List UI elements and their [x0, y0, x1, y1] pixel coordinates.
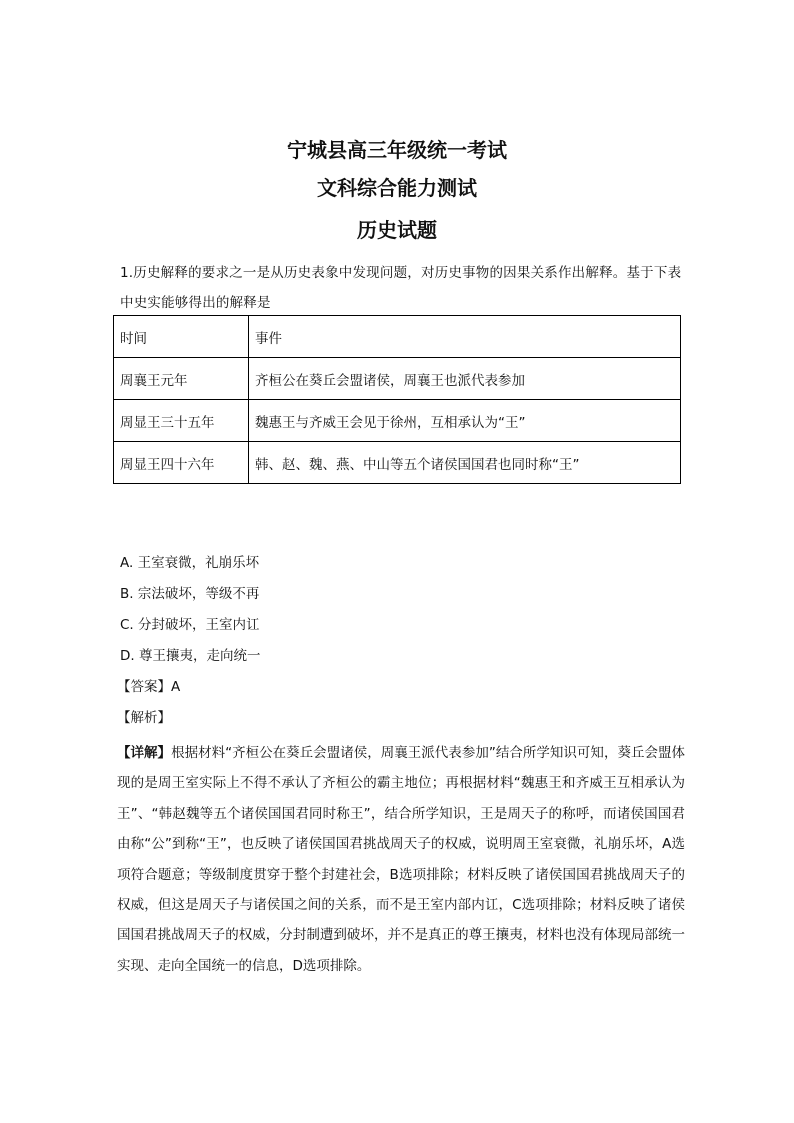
- events-table: [113, 315, 681, 484]
- analysis-label: 【解析】: [117, 710, 171, 726]
- answer-line: [117, 677, 180, 697]
- option-a: A. 王室衰微，礼崩乐坏: [120, 555, 260, 571]
- detail-text: 根据材料“齐桓公在葵丘会盟诸侯，周襄王派代表参加”结合所学知识可知，葵丘会盟体现的是周王室实际上不得不承认了齐桓公的霸主地位；再根据材料“魏惠王和齐威王互相承认为王”、“韩赵魏等五个诸侯国国君同时称王”，结合所学知识，王是周天子的称呼，而诸侯国国君由称“公”到称“王”，也反映了诸侯国国君挑战周天子的权威，说明周王室衰微，礼崩乐坏，A选项符合题意；等级制度贯穿于整个封建社会，B选项排除；材料反映了诸侯国国君挑战周天子的权威，但这是周天子与诸侯国之间的关系，而不是王室内部内讧，C选项排除；材料反映了诸侯国国君挑战周天子的权威，分封制遭到破坏，并不是真正的尊王攘夷，材料也没有体现局部统一实现、走向全国统一的信息，D选项排除。: [117, 745, 686, 974]
- table-header-cell: 时间: [114, 316, 249, 358]
- table-header-row: [114, 316, 681, 358]
- answer-options: [120, 548, 260, 672]
- table-header-cell: 事件: [249, 316, 681, 358]
- analysis-detail: [117, 738, 685, 981]
- table-cell-event: 魏惠王与齐威王会见于徐州，互相承认为“王”: [249, 400, 681, 442]
- answer-value: A: [171, 679, 181, 695]
- table-cell-time: 周显王三十五年: [114, 400, 249, 442]
- option-b: B. 宗法破坏，等级不再: [120, 586, 260, 602]
- detail-label: 【详解】: [117, 745, 172, 761]
- table-row: [114, 442, 681, 484]
- table-row: [114, 400, 681, 442]
- option-d: D. 尊王攘夷，走向统一: [120, 648, 261, 664]
- option-c: C. 分封破坏，王室内讧: [120, 617, 260, 633]
- subject-title: 历史试题: [357, 218, 437, 242]
- exam-title: 宁城县高三年级统一考试: [287, 138, 507, 162]
- table-cell-event: 齐桓公在葵丘会盟诸侯，周襄王也派代表参加: [249, 358, 681, 400]
- table-cell-time: 周襄王元年: [114, 358, 249, 400]
- table-cell-time: 周显王四十六年: [114, 442, 249, 484]
- table-row: [114, 358, 681, 400]
- question-stem: 1.历史解释的要求之一是从历史表象中发现问题，对历史事物的因果关系作出解释。基于下表中史实能够得出的解释是: [120, 265, 682, 311]
- table-cell-event: 韩、赵、魏、燕、中山等五个诸侯国国君也同时称“王”: [249, 442, 681, 484]
- exam-subtitle: 文科综合能力测试: [317, 176, 477, 200]
- answer-label: 【答案】: [117, 679, 171, 695]
